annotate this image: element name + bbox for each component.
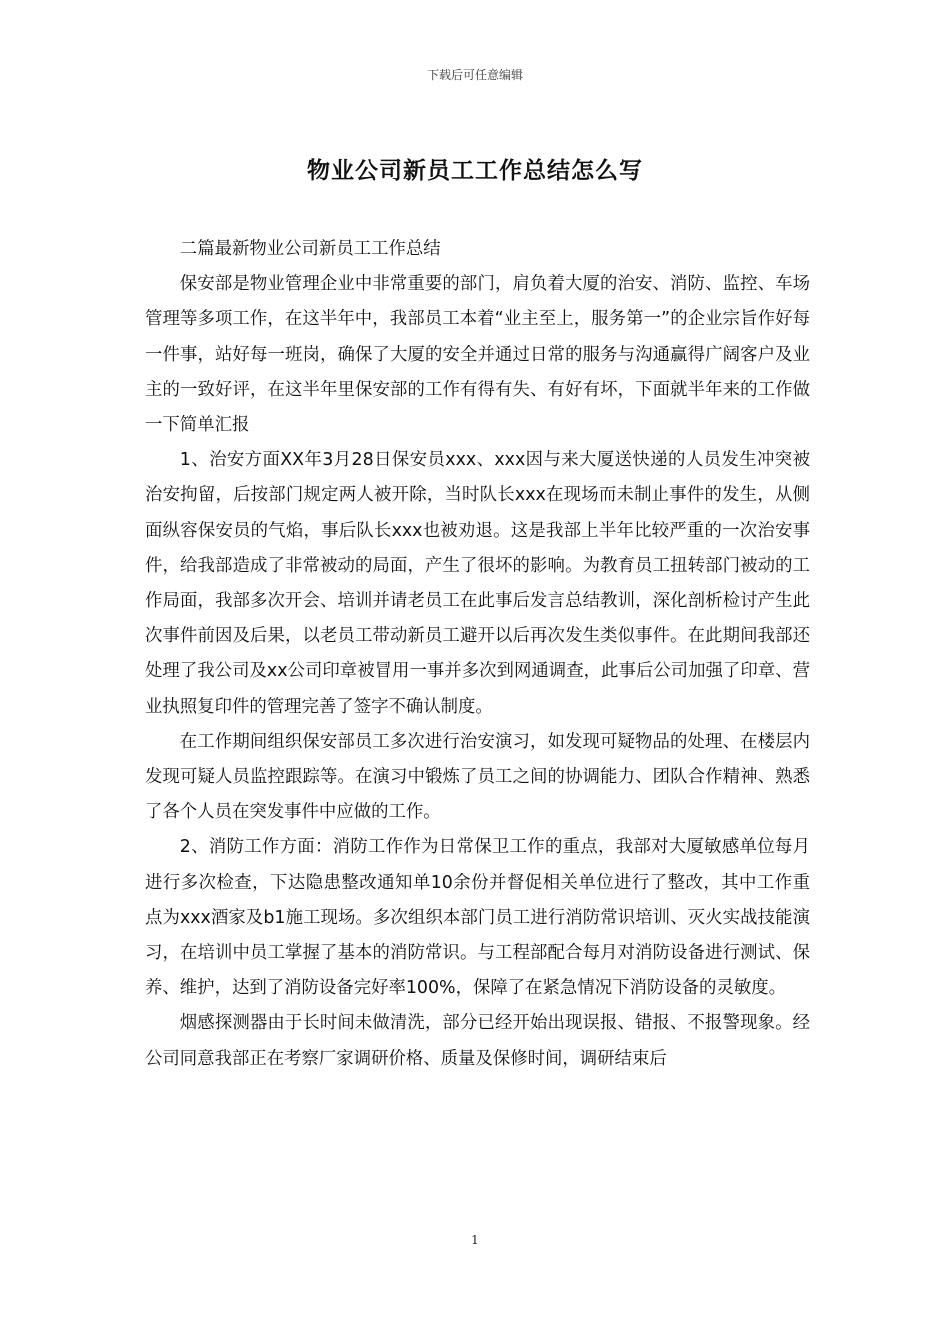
document-title: 物业公司新员工工作总结怎么写 [307,158,643,184]
document-body [145,232,810,1077]
body-paragraph: 在工作期间组织保安部员工多次进行治安演习，如发现可疑物品的处理、在楼层内发现可疑人员监控跟踪等。在演习中锻炼了员工之间的协调能力、团队合作精神、熟悉了各个人员在突发事件中应做的工作。 [145,731,810,823]
page-number: 1 [471,1233,479,1247]
body-paragraph: 烟感探测器由于长时间未做清洗，部分已经开始出现误报、错报、不报警现象。经公司同意我部正在考察厂家调研价格、质量及保修时间，调研结束后 [145,1013,810,1069]
body-paragraph: 1、治安方面XX年3月28日保安员xxx、xxx因与来大厦送快递的人员发生冲突被治安拘留，后按部门规定两人被开除，当时队长xxx在现场而未制止事件的发生，从侧面纵容保安员的气焰，事后队长xxx也被劝退。这是我部上半年比较严重的一次治安事件，给我部造成了非常被动的局面，产生了很坏的影响。为教育员工扭转部门被动的工作局面，我部多次开会、培训并请老员工在此事后发言总结教训，深化剖析检讨产生此次事件前因及后果，以老员工带动新员工避开以后再次发生类似事件。在此期间我部还处理了我公司及xx公司印章被冒用一事并多次到网通调查，此事后公司加强了印章、营业执照复印件的管理完善了签字不确认制度。 [145,450,810,717]
body-paragraph: 保安部是物业管理企业中非常重要的部门，肩负着大厦的治安、消防、监控、车场管理等多项工作，在这半年中，我部员工本着“业主至上，服务第一”的企业宗旨作好每一件事，站好每一班岗，确保了大厦的安全并通过日常的服务与沟通赢得广阔客户及业主的一致好评，在这半年里保安部的工作有得有失、有好有坏，下面就半年来的工作做一下简单汇报 [145,274,810,436]
body-paragraph: 2、消防工作方面：消防工作作为日常保卫工作的重点，我部对大厦敏感单位每月进行多次检查，下达隐患整改通知单10余份并督促相关单位进行了整改，其中工作重点为xxx酒家及b1施工现场。多次组织本部门员工进行消防常识培训、灭火实战技能演习，在培训中员工掌握了基本的消防常识。与工程部配合每月对消防设备进行测试、保养、维护，达到了消防设备完好率100%，保障了在紧急情况下消防设备的灵敏度。 [145,837,810,999]
subtitle-paragraph: 二篇最新物业公司新员工工作总结 [179,239,441,259]
page-header-note: 下载后可任意编辑 [426,68,523,82]
